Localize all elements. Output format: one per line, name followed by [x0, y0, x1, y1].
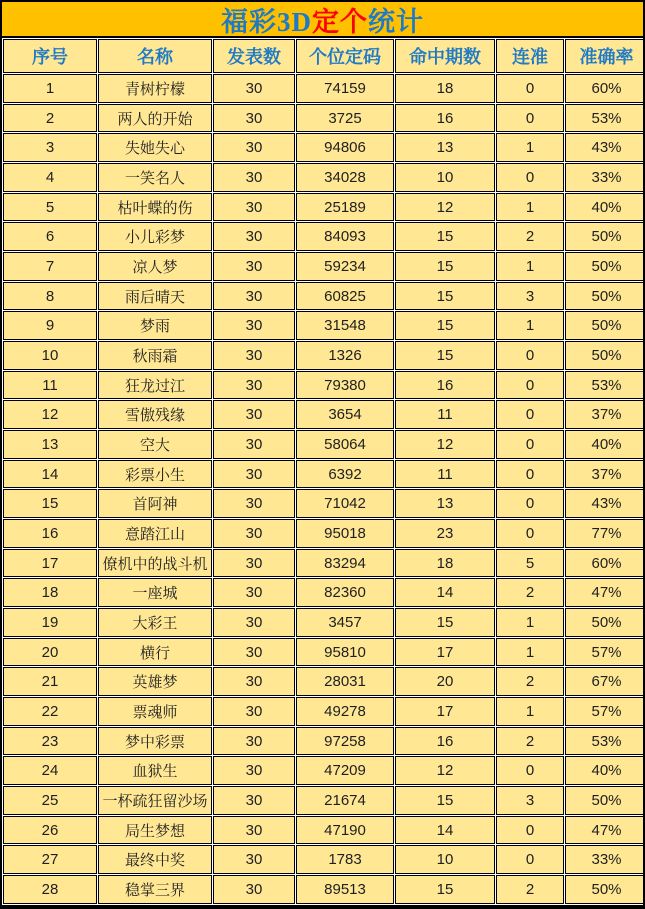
stats-table-wrap	[2, 38, 643, 905]
table-cell: 24	[3, 756, 97, 785]
table-cell: 28	[3, 875, 97, 904]
table-cell: 2	[3, 104, 97, 133]
table-cell: 40%	[565, 430, 643, 459]
table-cell: 50%	[565, 252, 643, 281]
table-cell: 3725	[296, 104, 394, 133]
table-cell: 79380	[296, 371, 394, 400]
table-cell: 秋雨霜	[98, 341, 212, 370]
table-cell: 0	[496, 341, 564, 370]
table-row	[3, 74, 643, 103]
table-cell: 60%	[565, 549, 643, 578]
table-cell: 28031	[296, 667, 394, 696]
table-cell: 彩票小生	[98, 460, 212, 489]
table-cell: 11	[395, 460, 495, 489]
table-cell: 18	[395, 74, 495, 103]
table-row	[3, 578, 643, 607]
table-cell: 1	[496, 697, 564, 726]
table-cell: 2	[496, 667, 564, 696]
table-cell: 15	[395, 786, 495, 815]
table-cell: 30	[213, 252, 295, 281]
table-cell: 10	[3, 341, 97, 370]
table-cell: 12	[395, 193, 495, 222]
table-cell: 30	[213, 875, 295, 904]
table-cell: 17	[395, 697, 495, 726]
table-cell: 30	[213, 489, 295, 518]
page-title	[2, 2, 643, 38]
table-row	[3, 282, 643, 311]
table-cell: 12	[395, 430, 495, 459]
table-cell: 两人的开始	[98, 104, 212, 133]
table-cell: 意踏江山	[98, 519, 212, 548]
table-cell: 英雄梦	[98, 667, 212, 696]
col-header-index: 序号	[3, 39, 97, 73]
table-cell: 53%	[565, 371, 643, 400]
table-cell: 僚机中的战斗机	[98, 549, 212, 578]
table-cell: 47209	[296, 756, 394, 785]
col-header-name: 名称	[98, 39, 212, 73]
table-cell: 16	[3, 519, 97, 548]
table-cell: 30	[213, 519, 295, 548]
table-cell: 0	[496, 371, 564, 400]
table-cell: 77%	[565, 519, 643, 548]
table-cell: 2	[496, 578, 564, 607]
table-cell: 84093	[296, 222, 394, 251]
title-segment-blue-2: 统计	[368, 6, 424, 37]
table-cell: 50%	[565, 311, 643, 340]
table-cell: 60%	[565, 74, 643, 103]
table-cell: 15	[395, 222, 495, 251]
table-cell: 20	[3, 638, 97, 667]
table-cell: 40%	[565, 193, 643, 222]
table-cell: 0	[496, 163, 564, 192]
table-cell: 50%	[565, 875, 643, 904]
table-cell: 30	[213, 549, 295, 578]
table-cell: 大彩王	[98, 608, 212, 637]
table-cell: 19	[3, 608, 97, 637]
table-cell: 雨后晴天	[98, 282, 212, 311]
table-cell: 47%	[565, 578, 643, 607]
table-row	[3, 341, 643, 370]
table-row	[3, 460, 643, 489]
table-row	[3, 727, 643, 756]
table-cell: 票魂师	[98, 697, 212, 726]
table-cell: 30	[213, 727, 295, 756]
table-cell: 21	[3, 667, 97, 696]
table-cell: 梦中彩票	[98, 727, 212, 756]
table-cell: 3	[3, 133, 97, 162]
table-row	[3, 608, 643, 637]
table-cell: 青树柠檬	[98, 74, 212, 103]
table-row	[3, 371, 643, 400]
table-cell: 5	[3, 193, 97, 222]
table-row	[3, 193, 643, 222]
table-cell: 23	[395, 519, 495, 548]
table-cell: 16	[395, 371, 495, 400]
table-cell: 37%	[565, 460, 643, 489]
table-cell: 17	[3, 549, 97, 578]
table-cell: 30	[213, 133, 295, 162]
table-cell: 1	[496, 193, 564, 222]
table-cell: 1	[3, 74, 97, 103]
table-cell: 10	[395, 845, 495, 874]
table-cell: 30	[213, 74, 295, 103]
table-cell: 1783	[296, 845, 394, 874]
table-cell: 0	[496, 460, 564, 489]
table-cell: 15	[395, 341, 495, 370]
table-row	[3, 519, 643, 548]
table-row	[3, 816, 643, 845]
table-row	[3, 549, 643, 578]
table-cell: 雪傲残缘	[98, 400, 212, 429]
table-cell: 14	[395, 816, 495, 845]
table-cell: 16	[395, 104, 495, 133]
table-row	[3, 697, 643, 726]
table-cell: 首阿神	[98, 489, 212, 518]
table-cell: 13	[395, 489, 495, 518]
table-row	[3, 756, 643, 785]
table-cell: 9	[3, 311, 97, 340]
col-header-hits: 命中期数	[395, 39, 495, 73]
table-cell: 空大	[98, 430, 212, 459]
table-cell: 30	[213, 311, 295, 340]
table-cell: 0	[496, 756, 564, 785]
table-cell: 11	[395, 400, 495, 429]
table-cell: 40%	[565, 756, 643, 785]
table-cell: 0	[496, 74, 564, 103]
table-cell: 14	[395, 578, 495, 607]
table-cell: 一座城	[98, 578, 212, 607]
table-cell: 33%	[565, 163, 643, 192]
table-cell: 8	[3, 282, 97, 311]
col-header-streak: 连准	[496, 39, 564, 73]
table-cell: 0	[496, 430, 564, 459]
table-cell: 74159	[296, 74, 394, 103]
table-cell: 30	[213, 667, 295, 696]
table-cell: 5	[496, 549, 564, 578]
table-cell: 凉人梦	[98, 252, 212, 281]
table-cell: 25189	[296, 193, 394, 222]
title-segment-blue-1: 福彩3D	[221, 6, 312, 37]
table-cell: 一笑名人	[98, 163, 212, 192]
table-row	[3, 311, 643, 340]
table-cell: 2	[496, 875, 564, 904]
table-cell: 1	[496, 638, 564, 667]
table-cell: 30	[213, 430, 295, 459]
table-cell: 30	[213, 845, 295, 874]
table-cell: 37%	[565, 400, 643, 429]
table-cell: 0	[496, 400, 564, 429]
table-cell: 47%	[565, 816, 643, 845]
table-cell: 25	[3, 786, 97, 815]
table-cell: 30	[213, 460, 295, 489]
table-cell: 6	[3, 222, 97, 251]
table-cell: 小儿彩梦	[98, 222, 212, 251]
table-cell: 50%	[565, 282, 643, 311]
table-cell: 0	[496, 845, 564, 874]
table-row	[3, 430, 643, 459]
table-cell: 0	[496, 816, 564, 845]
table-cell: 失她失心	[98, 133, 212, 162]
table-cell: 1326	[296, 341, 394, 370]
table-cell: 2	[496, 222, 564, 251]
table-row	[3, 222, 643, 251]
table-cell: 49278	[296, 697, 394, 726]
table-cell: 12	[395, 756, 495, 785]
title-segment-red: 定个	[312, 6, 368, 37]
table-cell: 1	[496, 252, 564, 281]
table-cell: 10	[395, 163, 495, 192]
table-row	[3, 133, 643, 162]
table-cell: 22	[3, 697, 97, 726]
table-cell: 53%	[565, 727, 643, 756]
table-cell: 15	[395, 875, 495, 904]
table-cell: 1	[496, 608, 564, 637]
table-cell: 30	[213, 222, 295, 251]
table-row	[3, 638, 643, 667]
table-cell: 57%	[565, 697, 643, 726]
table-cell: 7	[3, 252, 97, 281]
table-row	[3, 104, 643, 133]
table-cell: 15	[395, 252, 495, 281]
table-cell: 15	[395, 311, 495, 340]
table-row	[3, 252, 643, 281]
table-cell: 67%	[565, 667, 643, 696]
table-cell: 31548	[296, 311, 394, 340]
table-cell: 3654	[296, 400, 394, 429]
table-cell: 26	[3, 816, 97, 845]
table-cell: 3457	[296, 608, 394, 637]
table-cell: 82360	[296, 578, 394, 607]
table-cell: 0	[496, 489, 564, 518]
table-cell: 稳掌三界	[98, 875, 212, 904]
table-cell: 71042	[296, 489, 394, 518]
table-cell: 11	[3, 371, 97, 400]
col-header-posts: 发表数	[213, 39, 295, 73]
table-cell: 17	[395, 638, 495, 667]
table-cell: 95810	[296, 638, 394, 667]
table-cell: 狂龙过江	[98, 371, 212, 400]
table-cell: 1	[496, 311, 564, 340]
table-row	[3, 786, 643, 815]
table-cell: 30	[213, 786, 295, 815]
table-cell: 30	[213, 697, 295, 726]
table-cell: 23	[3, 727, 97, 756]
table-cell: 21674	[296, 786, 394, 815]
table-cell: 横行	[98, 638, 212, 667]
table-cell: 33%	[565, 845, 643, 874]
table-cell: 53%	[565, 104, 643, 133]
table-cell: 95018	[296, 519, 394, 548]
table-cell: 1	[496, 133, 564, 162]
table-cell: 43%	[565, 489, 643, 518]
table-row	[3, 875, 643, 904]
table-cell: 50%	[565, 608, 643, 637]
table-cell: 15	[395, 608, 495, 637]
table-cell: 30	[213, 341, 295, 370]
table-cell: 18	[395, 549, 495, 578]
table-row	[3, 667, 643, 696]
table-cell: 30	[213, 193, 295, 222]
table-cell: 3	[496, 786, 564, 815]
table-cell: 0	[496, 104, 564, 133]
table-cell: 89513	[296, 875, 394, 904]
table-cell: 30	[213, 104, 295, 133]
table-cell: 2	[496, 727, 564, 756]
table-cell: 97258	[296, 727, 394, 756]
table-row	[3, 163, 643, 192]
table-cell: 0	[496, 519, 564, 548]
table-cell: 83294	[296, 549, 394, 578]
table-cell: 50%	[565, 222, 643, 251]
table-cell: 12	[3, 400, 97, 429]
table-cell: 57%	[565, 638, 643, 667]
table-cell: 30	[213, 816, 295, 845]
table-cell: 94806	[296, 133, 394, 162]
col-header-code: 个位定码	[296, 39, 394, 73]
stats-table	[2, 38, 643, 905]
table-cell: 13	[3, 430, 97, 459]
table-cell: 43%	[565, 133, 643, 162]
table-cell: 34028	[296, 163, 394, 192]
table-cell: 30	[213, 371, 295, 400]
table-cell: 27	[3, 845, 97, 874]
table-row	[3, 400, 643, 429]
table-cell: 4	[3, 163, 97, 192]
table-cell: 15	[395, 282, 495, 311]
table-cell: 30	[213, 400, 295, 429]
table-cell: 20	[395, 667, 495, 696]
table-cell: 30	[213, 756, 295, 785]
table-cell: 30	[213, 578, 295, 607]
table-cell: 14	[3, 460, 97, 489]
table-cell: 30	[213, 608, 295, 637]
table-cell: 6392	[296, 460, 394, 489]
table-cell: 血狱生	[98, 756, 212, 785]
table-cell: 3	[496, 282, 564, 311]
table-cell: 13	[395, 133, 495, 162]
table-cell: 58064	[296, 430, 394, 459]
table-row	[3, 845, 643, 874]
table-cell: 15	[3, 489, 97, 518]
table-cell: 30	[213, 163, 295, 192]
table-cell: 一杯疏狂留沙场	[98, 786, 212, 815]
col-header-rate: 准确率	[565, 39, 643, 73]
table-cell: 局生梦想	[98, 816, 212, 845]
table-cell: 30	[213, 638, 295, 667]
table-cell: 30	[213, 282, 295, 311]
table-header-row	[3, 39, 643, 73]
table-cell: 60825	[296, 282, 394, 311]
table-cell: 50%	[565, 341, 643, 370]
table-cell: 枯叶蝶的伤	[98, 193, 212, 222]
table-cell: 59234	[296, 252, 394, 281]
table-cell: 47190	[296, 816, 394, 845]
table-cell: 50%	[565, 786, 643, 815]
table-cell: 18	[3, 578, 97, 607]
table-cell: 最终中奖	[98, 845, 212, 874]
table-row	[3, 489, 643, 518]
table-body	[3, 74, 643, 904]
table-cell: 梦雨	[98, 311, 212, 340]
table-cell: 16	[395, 727, 495, 756]
